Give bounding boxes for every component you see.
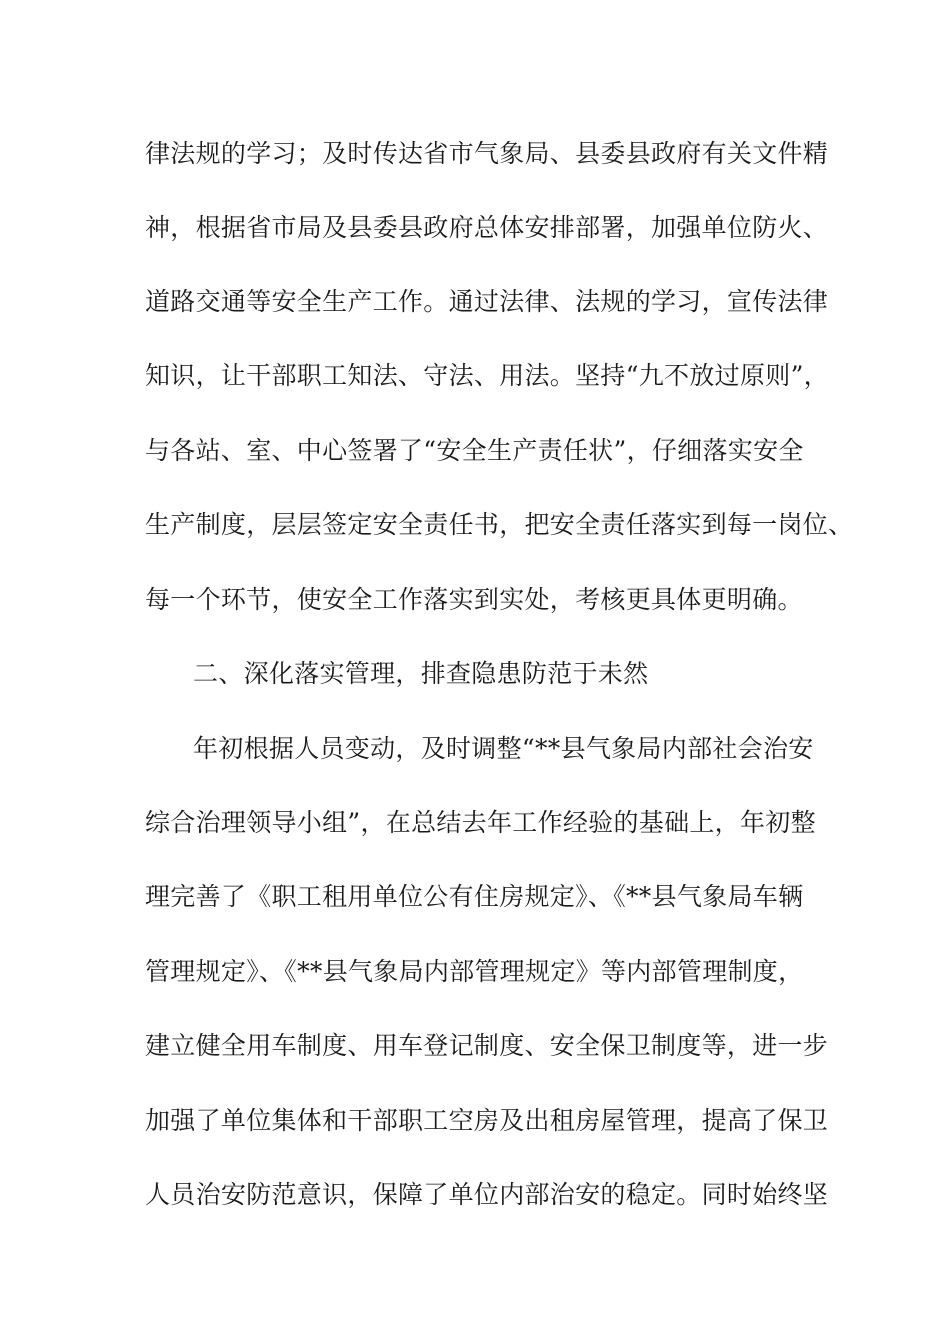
paragraph-first-line: 年初根据人员变动，及时调整“**县气象局内部社会治安 — [193, 734, 814, 763]
text-line: 综合治理领导小组”，在总结去年工作经验的基础上，年初整 — [145, 808, 816, 837]
text-line: 道路交通等安全生产工作。通过法律、法规的学习，宣传法律 — [145, 287, 829, 316]
text-line: 生产制度，层层签定安全责任书，把安全责任落实到每一岗位、 — [145, 510, 854, 539]
text-line: 建立健全用车制度、用车登记制度、安全保卫制度等，进一步 — [145, 1031, 829, 1060]
text-line: 知识，让干部职工知法、守法、用法。坚持“九不放过原则”， — [145, 361, 829, 390]
text-line: 每一个环节，使安全工作落实到实处，考核更具体更明确。 — [145, 585, 803, 614]
text-line: 与各站、室、中心签署了“安全生产责任状”，仔细落实安全 — [145, 436, 804, 465]
text-line: 加强了单位集体和干部职工空房及出租房屋管理，提高了保卫 — [145, 1106, 829, 1135]
section-heading: 二、深化落实管理，排查隐患防范于未然 — [193, 659, 649, 688]
text-line: 管理规定》、《**县气象局内部管理规定》等内部管理制度， — [145, 957, 804, 986]
text-line: 律法规的学习；及时传达省市气象局、县委县政府有关文件精 — [145, 139, 829, 168]
text-line: 神，根据省市局及县委县政府总体安排部署，加强单位防火、 — [145, 213, 829, 242]
text-line: 人员治安防范意识，保障了单位内部治安的稳定。同时始终坚 — [145, 1180, 829, 1209]
text-line: 理完善了《职工租用单位公有住房规定》、《**县气象局车辆 — [145, 882, 804, 911]
